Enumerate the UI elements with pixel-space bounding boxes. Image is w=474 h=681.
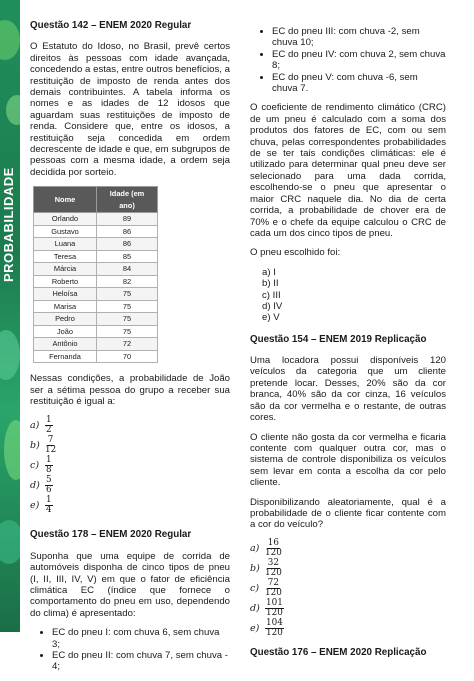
fraction-numerator: 16 (267, 538, 279, 549)
table-row (34, 300, 158, 313)
option-label: a) (30, 419, 40, 431)
tire-list-left (30, 627, 230, 673)
option-label: e) (30, 499, 40, 511)
table-cell-age: 86 (97, 225, 158, 238)
question-142-statement: O Estatuto do Idoso, no Brasil, prevê certos direitos às pessoas com idade avançada, concedendo a estas, entre outros benefícios, a restituição de imposto de renda antes dos demais contribuintes. A tabela informa os nomes e as idades de 12 idosos que aguardam suas restituições de imposto de renda. Considere que, entre os idosos, a restituição seja concedida em ordem decrescente de idade e que, em subgrupos de pessoas com a mesma idade, a ordem seja decidida por sorteio. (30, 41, 230, 178)
question-178-prompt: O pneu escolhido foi: (250, 247, 341, 259)
decorative-blob (0, 20, 20, 60)
table-header-name: Nome (34, 187, 97, 213)
sidebar-title: PROBABILIDADE (1, 167, 16, 283)
table-cell-name: Teresa (34, 250, 97, 263)
option-label: b) (250, 563, 260, 575)
question-142-options (30, 415, 230, 515)
table-row (34, 350, 158, 363)
table-row (34, 263, 158, 276)
question-176-title: Questão 176 – ENEM 2020 Replicação (250, 646, 427, 658)
fraction (45, 456, 53, 475)
table-cell-age: 86 (97, 238, 158, 251)
option-c[interactable]: c) III (262, 289, 281, 301)
fraction-denominator: 120 (265, 548, 282, 559)
fraction-denominator: 6 (46, 484, 52, 495)
option-a[interactable]: a) I (262, 266, 276, 278)
table-cell-age: 82 (97, 275, 158, 288)
question-178-title: Questão 178 – ENEM 2020 Regular (30, 529, 192, 541)
fraction-denominator: 120 (266, 608, 283, 619)
fraction-numerator: 101 (266, 598, 283, 609)
fraction (265, 539, 282, 558)
question-154-statement: Uma locadora possui disponíveis 120 veículos da categoria que um cliente pretende locar. Desses, 20% são da cor branca, 40% são da cor cinza, 16 veículos são da cor vermelha e o restante, de outras cores. (250, 355, 446, 424)
option-b[interactable] (30, 435, 230, 455)
fraction-denominator: 12 (45, 444, 57, 455)
option-a[interactable] (250, 539, 446, 559)
table-cell-name: Antônio (34, 338, 97, 351)
decorative-blob (4, 420, 20, 480)
option-label: e) (250, 623, 260, 635)
table-row (34, 313, 158, 326)
option-label: d) (30, 479, 40, 491)
option-d[interactable]: d) IV (262, 300, 283, 312)
table-cell-age: 85 (97, 250, 158, 263)
table-cell-age: 72 (97, 338, 158, 351)
fraction-denominator: 2 (46, 424, 52, 435)
right-column (250, 20, 446, 668)
table-row (34, 288, 158, 301)
decorative-blob (0, 520, 20, 564)
table-row (34, 338, 158, 351)
fraction-denominator: 120 (266, 628, 283, 639)
fraction-numerator: 7 (47, 434, 54, 445)
table-row (34, 213, 158, 226)
option-label: c) (30, 459, 40, 471)
list-item: • EC do pneu I: com chuva 6, sem chuva 3; (52, 627, 230, 650)
table-cell-name: Márcia (34, 263, 97, 276)
elderly-ages-table (33, 186, 158, 363)
table-cell-name: Fernanda (34, 350, 97, 363)
sidebar-banner (0, 0, 20, 632)
table-cell-name: Marisa (34, 300, 97, 313)
option-c[interactable] (30, 455, 230, 475)
fraction-numerator: 1 (46, 494, 52, 505)
question-154-title: Questão 154 – ENEM 2019 Replicação (250, 333, 427, 345)
fraction (265, 599, 284, 618)
fraction-denominator: 4 (46, 504, 52, 515)
table-row (34, 238, 158, 251)
table-cell-name: Luana (34, 238, 97, 251)
question-154-prompt: Disponibilizando aleatoriamente, qual é a probabilidade de o cliente ficar contente com a cor do veículo? (250, 496, 446, 531)
fraction-numerator: 5 (46, 474, 52, 485)
question-178-statement: Suponha que uma equipe de corrida de automóveis disponha de cinco tipos de pneu (I, II, III, IV, V) em que o fator de eficiência climática EC (índice que fornece o comportamento do pneu em uso, dependendo do clima) é apresentado: (30, 550, 230, 619)
question-142-title: Questão 142 – ENEM 2020 Regular (30, 20, 192, 31)
table-header-age: Idade (em ano) (97, 187, 158, 213)
option-b[interactable]: b) II (262, 278, 279, 290)
fraction (45, 476, 53, 495)
fraction (45, 436, 56, 455)
table-row (34, 325, 158, 338)
option-c[interactable] (250, 579, 446, 599)
fraction (265, 619, 284, 638)
fraction-denominator: 8 (46, 464, 52, 475)
fraction (45, 416, 53, 435)
option-e[interactable] (250, 619, 446, 639)
fraction-denominator: 120 (265, 588, 282, 599)
table-cell-age: 75 (97, 313, 158, 326)
list-item: • EC do pneu IV: com chuva 2, sem chuva 8; (272, 49, 446, 72)
fraction-numerator: 72 (267, 578, 279, 589)
fraction-numerator: 32 (267, 558, 279, 569)
fraction-numerator: 104 (266, 618, 283, 629)
table-cell-name: Roberto (34, 275, 97, 288)
fraction-denominator: 120 (265, 568, 282, 579)
table-row (34, 250, 158, 263)
fraction-numerator: 1 (46, 454, 52, 465)
option-label: d) (250, 603, 260, 615)
fraction-numerator: 1 (46, 414, 52, 425)
left-column (30, 20, 230, 681)
list-item: • EC do pneu V: com chuva -6, sem chuva 7. (272, 72, 446, 95)
option-b[interactable] (250, 559, 446, 579)
option-label: a) (250, 543, 260, 555)
table-cell-age: 75 (97, 288, 158, 301)
table-cell-name: Gustavo (34, 225, 97, 238)
option-d[interactable] (30, 475, 230, 495)
table-cell-age: 84 (97, 263, 158, 276)
option-e[interactable]: e) V (262, 312, 280, 324)
option-e[interactable] (30, 495, 230, 515)
decorative-blob (6, 95, 20, 125)
table-cell-age: 70 (97, 350, 158, 363)
question-178-options (250, 267, 446, 324)
question-142-prompt: Nessas condições, a probabilidade de João ser a sétima pessoa do grupo a receber sua restituição é igual a: (30, 373, 230, 407)
decorative-blob (0, 330, 20, 380)
table-cell-name: Orlando (34, 213, 97, 226)
table-cell-name: João (34, 325, 97, 338)
option-a[interactable] (30, 415, 230, 435)
table-cell-name: Pedro (34, 313, 97, 326)
list-item: • EC do pneu III: com chuva -2, sem chuva 10; (272, 26, 446, 49)
table-row (34, 275, 158, 288)
fraction (265, 559, 282, 578)
table-cell-age: 75 (97, 325, 158, 338)
table-cell-name: Heloísa (34, 288, 97, 301)
table-row (34, 225, 158, 238)
question-154-options (250, 539, 446, 639)
fraction (265, 579, 282, 598)
question-178-crc-text: O coeficiente de rendimento climático (CRC) de um pneu é calculado com a soma dos produtos dos fatores de EC, com ou sem chuva, pelas correspondentes probabilidades de se ter tais condições climáticas: ele é utilizado para determinar qual pneu deve ser selecionado para uma dada corrida, escolhendo-se o pneu que apresentar o maior CRC naquele dia. No dia de certa corrida, a probabilidade de chover era de 70% e o chefe da equipe calculou o CRC de cada um dos cinco tipos de pneu. (250, 102, 446, 239)
question-154-context: O cliente não gosta da cor vermelha e ficaria contente com qualquer outra cor, mas o sistema de controle disponibiliza os veículos sem levar em conta a escolha da cor pelo cliente. (250, 431, 446, 489)
option-d[interactable] (250, 599, 446, 619)
table-cell-age: 89 (97, 213, 158, 226)
list-item: • EC do pneu II: com chuva 7, sem chuva - 4; (52, 650, 230, 673)
tire-list-right (250, 26, 446, 94)
option-label: b) (30, 439, 40, 451)
option-label: c) (250, 583, 260, 595)
table-cell-age: 75 (97, 300, 158, 313)
fraction (45, 496, 53, 515)
